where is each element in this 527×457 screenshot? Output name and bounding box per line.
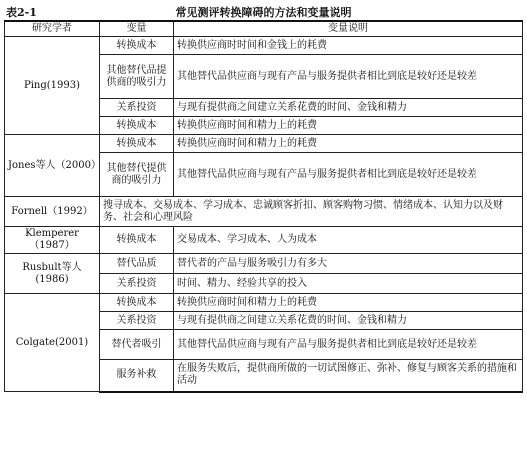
scholar-cell: Colgate(2001) [5,294,100,392]
table-body [5,21,523,392]
variable-cell: 关系投资 [100,274,174,294]
description-cell: 替代者的产品与服务吸引力有多大 [174,254,523,274]
table-row [5,197,523,227]
header-row [5,21,523,37]
variable-cell: 关系投资 [100,99,174,117]
header-description: 变量说明 [174,21,523,37]
description-cell: 转换供应商时时间和金钱上的耗费 [174,37,523,55]
variable-cell: 转换成本 [100,135,174,153]
variable-cell: 转换成本 [100,37,174,55]
table-caption [6,4,521,19]
variable-cell: 转换成本 [100,227,174,254]
scholar-cell: Fornell（1992） [5,197,100,227]
header-variable: 变量 [100,21,174,37]
description-cell: 搜寻成本、交易成本、学习成本、忠诚顾客折扣、顾客购物习惯、情绪成本、认知力以及财务、社会和心理风险 [100,197,523,227]
description-cell: 与现有提供商之间建立关系花费的时间、金钱和精力 [174,99,523,117]
table-row [5,254,523,274]
description-cell: 其他替代品供应商与现有产品与服务提供者相比到底是较好还是较差 [174,153,523,197]
variable-cell: 转换成本 [100,294,174,312]
variable-cell: 服务补救 [100,360,174,392]
description-cell: 转换供应商时间和精力上的耗费 [174,294,523,312]
variable-cell: 其他替代品提供商的吸引力 [100,55,174,99]
description-cell: 转换供应商时间和精力上的耗费 [174,135,523,153]
variable-cell: 其他替代提供商的吸引力 [100,153,174,197]
header-scholar: 研究学者 [5,21,100,37]
description-cell: 与现有提供商之间建立关系花费的时间、金钱和精力 [174,312,523,330]
description-cell: 在服务失败后，提供商所做的一切试图修正、弥补、修复与顾客关系的措施和活动 [174,360,523,392]
table-row [5,37,523,55]
table-row [5,135,523,153]
scholar-cell: Klemperer（1987） [5,227,100,254]
description-cell: 转换供应商时间和精力上的耗费 [174,117,523,135]
description-cell: 时间、精力、经验共享的投入 [174,274,523,294]
variable-cell: 替代者吸引 [100,330,174,360]
table-row [5,294,523,312]
table-row [5,227,523,254]
table-title: 常见测评转换障碍的方法和变量说明 [175,6,352,19]
variable-cell: 替代品质 [100,254,174,274]
description-cell: 其他替代品供应商与现有产品与服务提供者相比到底是较好还是较差 [174,330,523,360]
variable-cell: 关系投资 [100,312,174,330]
data-table [4,20,523,393]
description-cell: 交易成本、学习成本、人为成本 [174,227,523,254]
variable-cell: 转换成本 [100,117,174,135]
description-cell: 其他替代品供应商与现有产品与服务提供者相比到底是较好还是较差 [174,55,523,99]
scholar-cell: Jones等人（2000） [5,135,100,197]
scholar-cell: Rusbult等人(1986) [5,254,100,294]
scholar-cell: Ping(1993) [5,37,100,135]
table-number: 表2-1 [6,6,37,19]
